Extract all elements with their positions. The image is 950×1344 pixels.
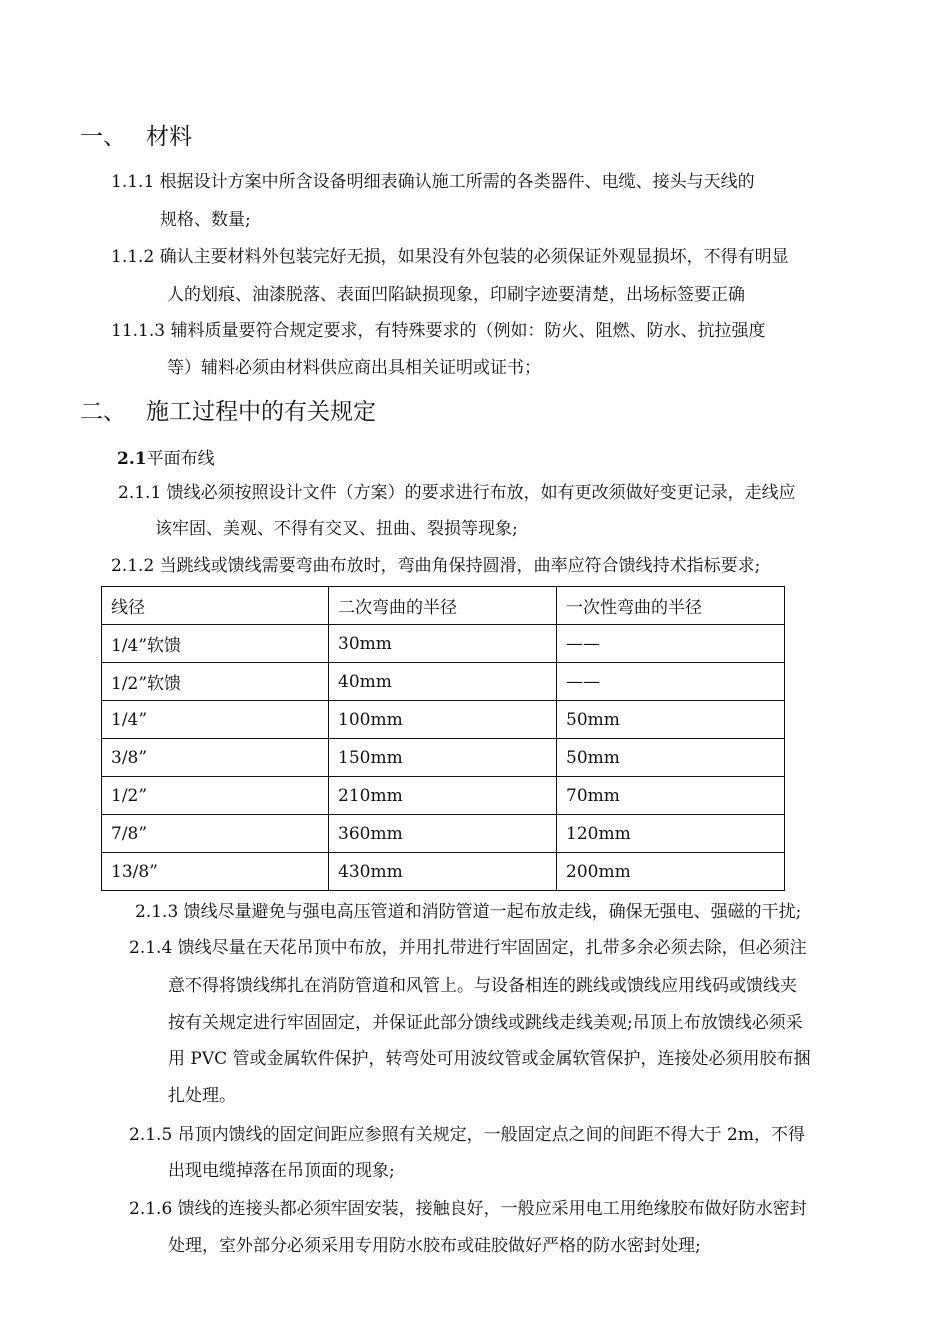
item-2-1-5-line-2: 出现电缆掉落在吊顶面的现象;	[168, 1161, 395, 1181]
table-header-cell: 一次性弯曲的半径	[557, 587, 785, 625]
section-1-title: 材料	[146, 124, 192, 150]
table-cell: 1/2”软馈	[102, 663, 329, 701]
section-2-number: 二、	[80, 399, 126, 425]
table-cell: 1/4”	[102, 701, 329, 739]
item-1-1-1-line-1: 1.1.1 根据设计方案中所含设备明细表确认施工所需的各类器件、电缆、接头与天线的	[111, 172, 755, 192]
section-2-heading	[80, 393, 376, 426]
table-cell: 70mm	[557, 777, 785, 815]
table-cell: 100mm	[329, 701, 557, 739]
item-2-1-4-line-2: 意不得将馈线绑扎在消防管道和风管上。与设备相连的跳线或馈线应用线码或馈线夹	[168, 976, 797, 996]
subsection-2-1-heading	[117, 444, 215, 469]
table-header-cell: 二次弯曲的半径	[329, 587, 557, 625]
item-2-1-4-line-3: 按有关规定进行牢固固定，并保证此部分馈线或跳线走线美观;吊顶上布放馈线必须采	[168, 1013, 803, 1033]
item-1-1-1-line-2: 规格、数量;	[160, 210, 251, 230]
table-cell: ——	[557, 663, 785, 701]
section-1-number: 一、	[80, 124, 126, 150]
table-cell: 30mm	[329, 625, 557, 663]
item-2-1-4-line-4: 用 PVC 管或金属软件保护，转弯处可用波纹管或金属软管保护，连接处必须用胶布捆	[168, 1049, 811, 1069]
item-2-1-4-line-1: 2.1.4 馈线尽量在天花吊顶中布放，并用扎带进行牢固固定，扎带多余必须去除，但必须注	[129, 938, 807, 958]
table-cell: 3/8”	[102, 739, 329, 777]
subsection-2-1-number: 2.1	[117, 449, 147, 469]
item-1-1-2-line-1: 1.1.2 确认主要材料外包装完好无损，如果没有外包装的必须保证外观显损坏，不得有明显	[111, 247, 789, 267]
item-1-1-3-line-1: 11.1.3 辅料质量要符合规定要求，有特殊要求的（例如：防火、阻燃、防水、抗拉强度	[111, 321, 766, 341]
item-2-1-4-line-5: 扎处理。	[168, 1086, 236, 1106]
item-2-1-6-line-2: 处理，室外部分必须采用专用防水胶布或硅胶做好严格的防水密封处理;	[168, 1236, 701, 1256]
table-row	[102, 625, 785, 663]
table-row	[102, 739, 785, 777]
item-2-1-5-line-1: 2.1.5 吊顶内馈线的固定间距应参照有关规定，一般固定点之间的间距不得大于 2m，不得	[129, 1125, 805, 1145]
table-cell: 210mm	[329, 777, 557, 815]
table-row	[102, 701, 785, 739]
subsection-2-1-title: 平面布线	[146, 449, 215, 469]
table-row	[102, 777, 785, 815]
table-row	[102, 853, 785, 891]
section-1-heading	[80, 118, 192, 151]
table-cell: ——	[557, 625, 785, 663]
table-cell: 50mm	[557, 701, 785, 739]
table-cell: 1/2”	[102, 777, 329, 815]
table-cell: 150mm	[329, 739, 557, 777]
item-2-1-3-line-1: 2.1.3 馈线尽量避免与强电高压管道和消防管道一起布放走线，确保无强电、强磁的干扰;	[135, 902, 802, 922]
table-cell: 360mm	[329, 815, 557, 853]
item-2-1-2-line-1: 2.1.2 当跳线或馈线需要弯曲布放时，弯曲角保持圆滑，曲率应符合馈线持术指标要求;	[111, 556, 761, 576]
item-1-1-3-line-2: 等）辅料必须由材料供应商出具相关证明或证书；	[167, 358, 541, 378]
item-2-1-6-line-1: 2.1.6 馈线的连接头都必须牢固安装，接触良好，一般应采用电工用绝缘胶布做好防水密封	[129, 1199, 807, 1219]
bend-radius-table	[101, 586, 785, 891]
table-cell: 7/8”	[102, 815, 329, 853]
table-cell: 40mm	[329, 663, 557, 701]
table-cell: 13/8”	[102, 853, 329, 891]
table-cell: 200mm	[557, 853, 785, 891]
table-row	[102, 815, 785, 853]
table-row	[102, 663, 785, 701]
table-cell: 1/4”软馈	[102, 625, 329, 663]
section-2-title: 施工过程中的有关规定	[146, 399, 376, 425]
table-header-cell: 线径	[102, 587, 329, 625]
table-cell: 120mm	[557, 815, 785, 853]
item-2-1-1-line-2: 该牢固、美观、不得有交叉、扭曲、裂损等现象;	[155, 519, 518, 539]
table-cell: 50mm	[557, 739, 785, 777]
item-1-1-2-line-2: 人的划痕、油漆脱落、表面凹陷缺损现象，印刷字迹要清楚，出场标签要正确	[167, 285, 745, 305]
item-2-1-1-line-1: 2.1.1 馈线必须按照设计文件（方案）的要求进行布放，如有更改须做好变更记录，走线应	[118, 483, 796, 503]
table-cell: 430mm	[329, 853, 557, 891]
table-header-row	[102, 587, 785, 625]
